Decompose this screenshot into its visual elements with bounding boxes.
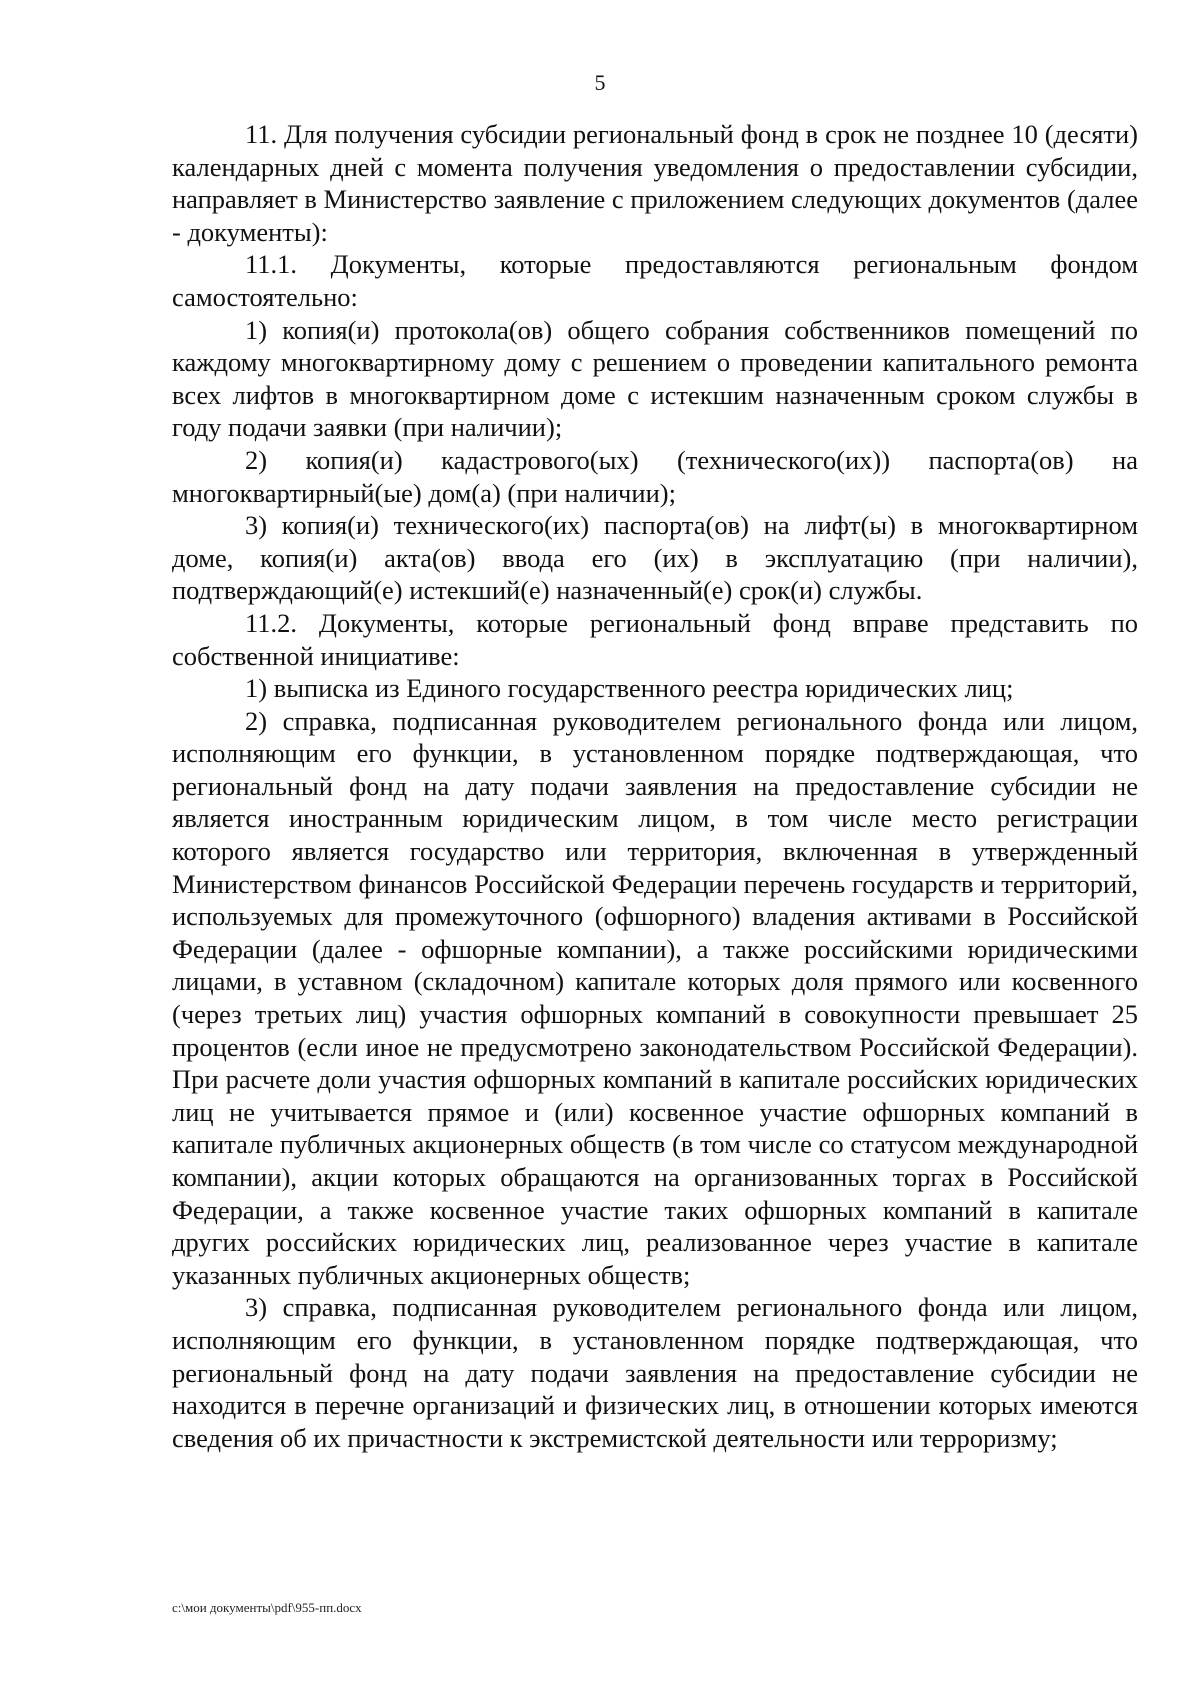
paragraph-11-2: 11.2. Документы, которые региональный фонд вправе представить по собственной инициативе: [172,607,1138,671]
paragraph-11-1-item-3: 3) копия(и) технического(их) паспорта(ов) на лифт(ы) в многоквартирном доме, копия(и) акта(ов) ввода его (их) в эксплуатацию (при наличии), подтверждающий(е) истекший(е) назначенный(е) срок(и) службы. [172,510,1138,606]
paragraph-11-1-item-2: 2) копия(и) кадастрового(ых) (технического(их)) паспорта(ов) на многоквартирный(ые) дом(а) (при наличии); [172,444,1138,508]
document-body [172,118,1138,1454]
paragraph-11: 11. Для получения субсидии региональный фонд в срок не позднее 10 (десяти) календарных дней с момента получения уведомления о предоставлении субсидии, направляет в Министерство заявление с приложением следующих документов (далее - документы): [172,119,1138,247]
paragraph-11-1: 11.1. Документы, которые предоставляются региональным фондом самостоятельно: [172,249,1138,312]
page-number: 5 [594,70,606,95]
footer-file-path: c:\мои документы\pdf\955-пп.docx [172,1600,362,1615]
paragraph-11-2-item-3: 3) справка, подписанная руководителем регионального фонда или лицом, исполняющим его функции, в установленном порядке подтверждающая, что региональный фонд на дату подачи заявления на предоставление субсидии не находится в перечне организаций и физических лиц, в отношении которых имеются сведения об их причастности к экстремистской деятельности или терроризму; [172,1292,1138,1453]
paragraph-11-1-item-1: 1) копия(и) протокола(ов) общего собрания собственников помещений по каждому многоквартирному дому с решением о проведении капитального ремонта всех лифтов в многоквартирном доме с истекшим назначенным сроком службы в году подачи заявки (при наличии); [172,314,1138,443]
paragraph-11-2-item-1: 1) выписка из Единого государственного реестра юридических лиц; [245,673,1014,704]
paragraph-11-2-item-2: 2) справка, подписанная руководителем регионального фонда или лицом, исполняющим его функции, в установленном порядке подтверждающая, что региональный фонд на дату подачи заявления на предоставление субсидии не является иностранным юридическим лицом, в том числе место регистрации которого является государство или территория, включенная в утвержденный Министерством финансов Российской Федерации перечень государств и территорий, используемых для промежуточного (офшорного) владения активами в Российской Федерации (далее - офшорные компании), а также российскими юридическими лицами, в уставном (складочном) капитале которых доля прямого или косвенного (через третьих лиц) участия офшорных компаний в совокупности превышает 25 процентов (если иное не предусмотрено законодательством Российской Федерации). При расчете доли участия офшорных компаний в капитале российских юридических лиц не учитывается прямое и (или) косвенное участие офшорных компаний в капитале публичных акционерных обществ (в том числе со статусом международной компании), акции которых обращаются на организованных торгах в Российской Федерации, а также косвенное участие таких офшорных компаний в капитале других российских юридических лиц, реализованное через участие в капитале указанных публичных акционерных обществ; [172,705,1138,1290]
